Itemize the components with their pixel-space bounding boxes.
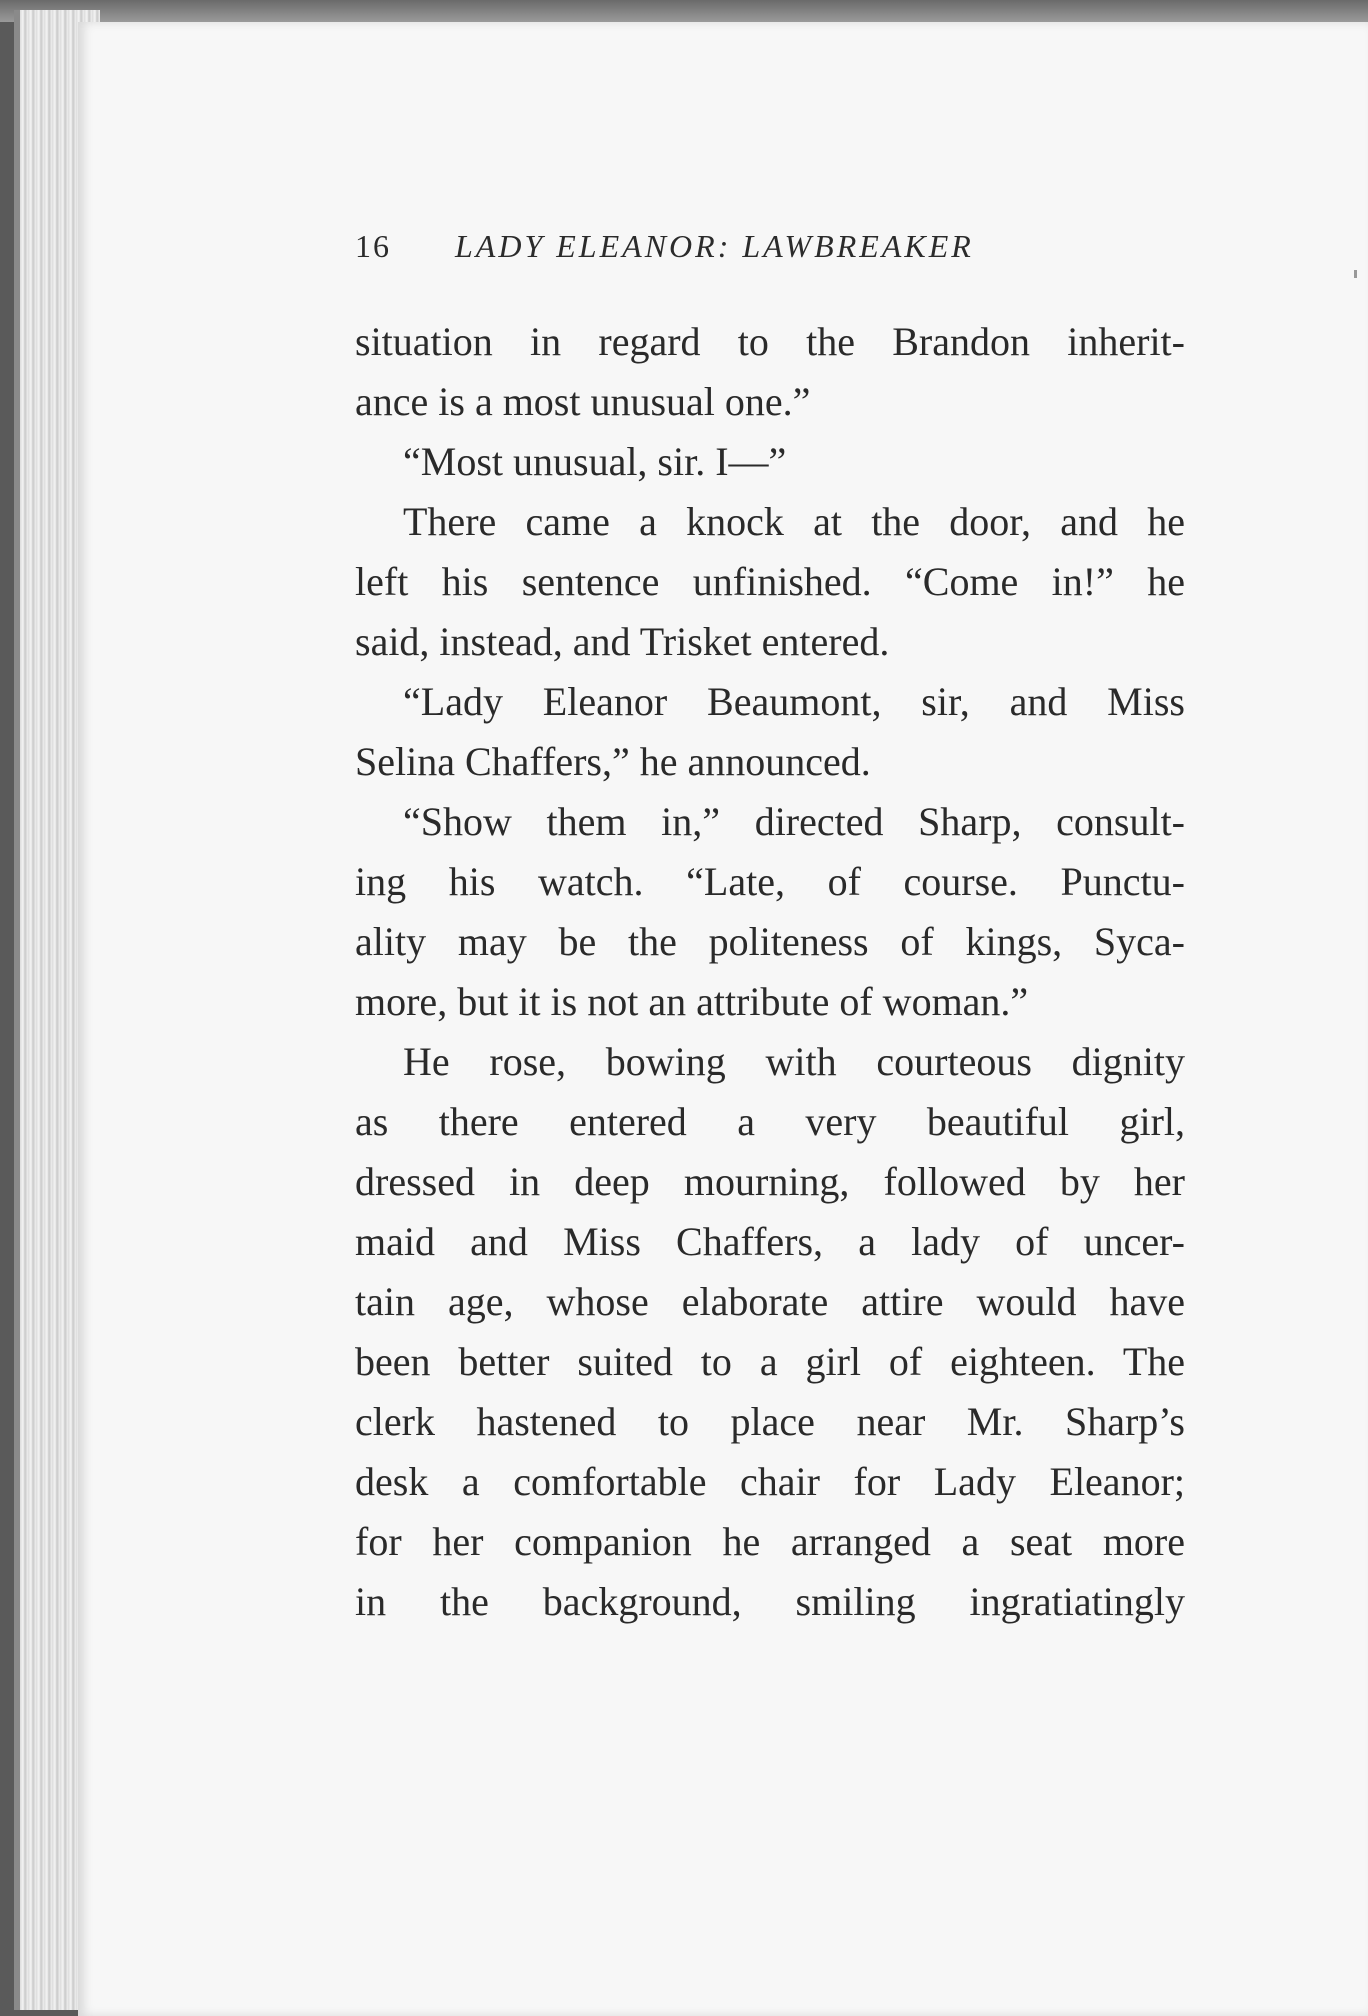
text-line: clerk hastened to place near Mr. Sharp’s (355, 1399, 1185, 1444)
text-line: left his sentence unfinished. “Come in!” he (355, 559, 1185, 604)
text-line: desk a comfortable chair for Lady Eleanor; (355, 1459, 1185, 1504)
text-line: in the background, smiling ingratiatingly (355, 1579, 1185, 1624)
text-line: “Show them in,” directed Sharp, consult- (403, 799, 1185, 844)
running-title: LADY ELEANOR: LAWBREAKER (455, 228, 974, 264)
text-line: tain age, whose elaborate attire would have (355, 1279, 1185, 1324)
margin-speck (1354, 270, 1357, 278)
text-line: “Lady Eleanor Beaumont, sir, and Miss (403, 679, 1185, 724)
text-line: He rose, bowing with courteous dignity (403, 1039, 1185, 1084)
running-head (355, 228, 1155, 278)
scan-top-edge (0, 0, 1368, 22)
text-line: “Most unusual, sir. I—” (403, 439, 787, 484)
text-line: been better suited to a girl of eighteen. The (355, 1339, 1185, 1384)
text-line: for her companion he arranged a seat more (355, 1519, 1185, 1564)
body-text (355, 312, 1185, 1632)
text-line: dressed in deep mourning, followed by her (355, 1159, 1185, 1204)
text-line: ance is a most unusual one.” (355, 379, 811, 424)
text-line: situation in regard to the Brandon inherit- (355, 319, 1185, 364)
text-line: said, instead, and Trisket entered. (355, 619, 890, 664)
text-line: ing his watch. “Late, of course. Punctu- (355, 859, 1185, 904)
text-line: ality may be the politeness of kings, Syca- (355, 919, 1185, 964)
text-line: as there entered a very beautiful girl, (355, 1099, 1185, 1144)
page-number: 16 (355, 228, 391, 264)
text-line: maid and Miss Chaffers, a lady of uncer- (355, 1219, 1185, 1264)
text-line: Selina Chaffers,” he announced. (355, 739, 871, 784)
text-line: There came a knock at the door, and he (403, 499, 1185, 544)
text-line: more, but it is not an attribute of woman.” (355, 979, 1029, 1024)
